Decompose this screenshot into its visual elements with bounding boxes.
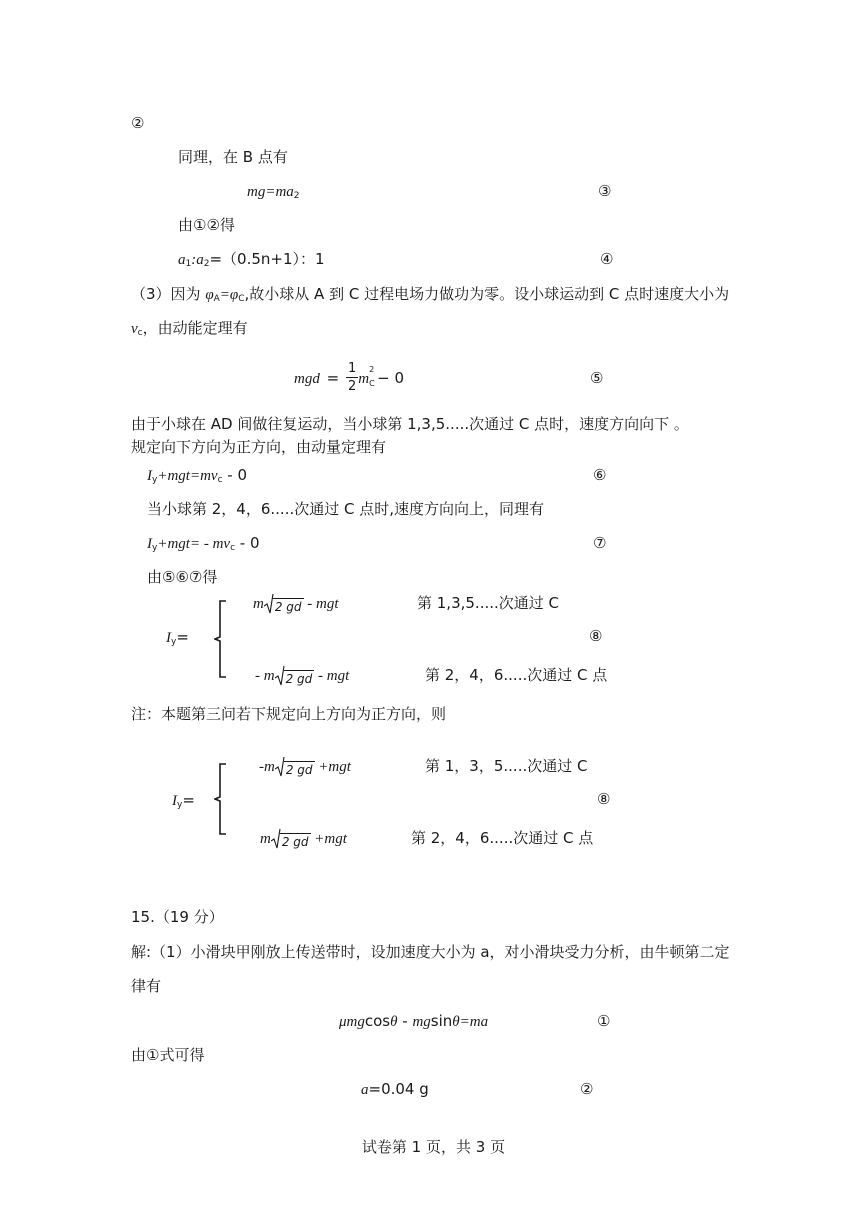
case-condition: 第 2，4，6.....次通过 C 点 (411, 829, 594, 847)
equation-lhs (172, 790, 195, 815)
eq-text: - 0 (222, 466, 248, 484)
v: v (131, 321, 138, 337)
sub: y (177, 800, 183, 810)
radicand: 2 gd (274, 600, 302, 614)
text-line: 律有 (131, 977, 162, 995)
text-line: 注：本题第三问若下规定向上方向为正方向，则 (131, 705, 447, 723)
sqrt (275, 759, 315, 779)
equation (147, 533, 260, 558)
text-line: 由⑤⑥⑦得 (147, 568, 218, 586)
sub: C (238, 294, 245, 304)
eq-text: - 0 (235, 534, 260, 552)
eq-sub: 1 (185, 259, 192, 269)
text-line: 解:（1）小滑块甲刚放上传送带时，设加速度大小为 a，对小滑块受力分析，由牛顿第二定 (131, 943, 730, 961)
eq-text: I (172, 793, 177, 809)
eq-text: μmg (339, 1014, 365, 1030)
case-condition: 第 1,3,5.....次通过 C (417, 594, 560, 612)
eq-text: m (358, 371, 370, 387)
text-line: 规定向下方向为正方向，由动量定理有 (131, 438, 387, 456)
eq-text: I (147, 468, 152, 484)
sqrt-icon (275, 665, 285, 687)
eq-text: = (182, 791, 195, 809)
equation-number: ⑤ (590, 369, 604, 387)
equation-lhs (166, 627, 189, 652)
eq-text: mg (412, 1014, 431, 1030)
equation-number: ③ (598, 182, 612, 200)
eq-text: θ (390, 1014, 398, 1030)
eq-text: m (260, 831, 271, 847)
case-expression (255, 665, 349, 688)
sqrt (271, 831, 311, 851)
eq-text: +mgt= - mv (157, 536, 231, 552)
numerator: 1 (347, 361, 357, 376)
eq-text: sin (430, 1012, 453, 1030)
eq-text: a (361, 1082, 369, 1098)
sub: y (152, 475, 158, 485)
denominator: 2 (347, 379, 357, 394)
eq-text: - mgt (303, 596, 339, 612)
equation (294, 356, 404, 401)
eq-text: = (176, 628, 189, 646)
sqrt (264, 596, 304, 616)
eq-text: - mgt (314, 668, 350, 684)
sub: y (171, 637, 177, 647)
equation-number: ⑥ (593, 466, 607, 484)
eq-text: = (326, 369, 340, 387)
fraction (346, 361, 358, 396)
sqrt-icon (264, 593, 274, 615)
sub: y (152, 543, 158, 553)
eq-text: +mgt (314, 759, 351, 775)
left-brace (214, 600, 228, 678)
question-heading: 15.（19 分） (131, 908, 224, 926)
sqrt-icon (271, 828, 281, 850)
text-line (131, 318, 248, 343)
eq-text: I (166, 630, 171, 646)
equation (361, 1079, 429, 1100)
phi: =φ (219, 287, 239, 303)
radicand: 2 gd (281, 835, 309, 849)
text: ，由动能定理有 (142, 319, 248, 337)
equation-number: ④ (600, 250, 614, 268)
case-expression (260, 828, 347, 851)
equation (147, 465, 247, 490)
sup: 2 (369, 364, 375, 374)
sub: c (217, 475, 223, 485)
eq-text: mgd (294, 371, 320, 387)
eq-text: θ (452, 1014, 460, 1030)
eq-text: m (253, 596, 264, 612)
sqrt-icon (275, 756, 285, 778)
text-line: 由于小球在 AD 间做往复运动，当小球第 1,3,5.....次通过 C 点时，速度方向向下 。 (131, 415, 689, 433)
text-line: 由①②得 (178, 216, 235, 234)
case-condition: 第 1，3，5.....次通过 C (425, 757, 588, 775)
equation-number: ① (597, 1012, 611, 1030)
eq-text: :a (191, 252, 204, 268)
eq-sub: 2 (203, 259, 210, 269)
equation (247, 181, 300, 206)
case-expression (259, 756, 351, 779)
text-line: 由①式可得 (131, 1046, 205, 1064)
sqrt (275, 668, 315, 688)
case-condition: 第 2，4，6.....次通过 C 点 (425, 666, 608, 684)
eq-text: =（0.5n+1）：1 (209, 250, 325, 268)
equation (339, 1011, 488, 1032)
eq-text: =0.04 g (368, 1080, 429, 1098)
eq-text: =ma (459, 1014, 489, 1030)
eq-text: I (147, 536, 152, 552)
eq-text: +mgt (310, 831, 347, 847)
page-footer: 试卷第 1 页，共 3 页 (361, 1138, 506, 1156)
eq-sub: 2 (293, 191, 300, 201)
equation-number: ⑧ (589, 627, 603, 645)
case-expression (253, 593, 339, 616)
text-line: 同理，在 B 点有 (178, 148, 288, 166)
equation-number: ⑧ (597, 790, 611, 808)
equation (178, 249, 325, 274)
equation-number: ⑦ (593, 534, 607, 552)
eq-text: cos (364, 1012, 391, 1030)
equation-number: ② (131, 114, 145, 132)
eq-text: a (178, 252, 186, 268)
eq-text: +mgt=mv (157, 468, 218, 484)
sub: C (369, 378, 375, 388)
sup-sub (369, 364, 377, 391)
text: ,故小球从 A 到 C 过程电场力做功为零。设小球运动到 C 点时速度大小为 (244, 285, 730, 303)
radicand: 2 gd (285, 763, 313, 777)
equation-number: ② (580, 1080, 594, 1098)
text-line (131, 284, 729, 309)
left-brace (214, 763, 228, 835)
eq-text: - m (255, 668, 275, 684)
sub: c (230, 543, 236, 553)
phi: φ (205, 287, 214, 303)
text: （3）因为 (131, 285, 206, 303)
eq-text: − 0 (377, 369, 404, 387)
sub: c (137, 328, 143, 338)
eq-text: -m (259, 759, 275, 775)
eq-text: mg=ma (247, 184, 294, 200)
radicand: 2 gd (285, 672, 313, 686)
sub: A (213, 294, 220, 304)
text-line: 当小球第 2，4，6.....次通过 C 点时,速度方向向上，同理有 (147, 500, 545, 518)
eq-text: - (397, 1012, 413, 1030)
